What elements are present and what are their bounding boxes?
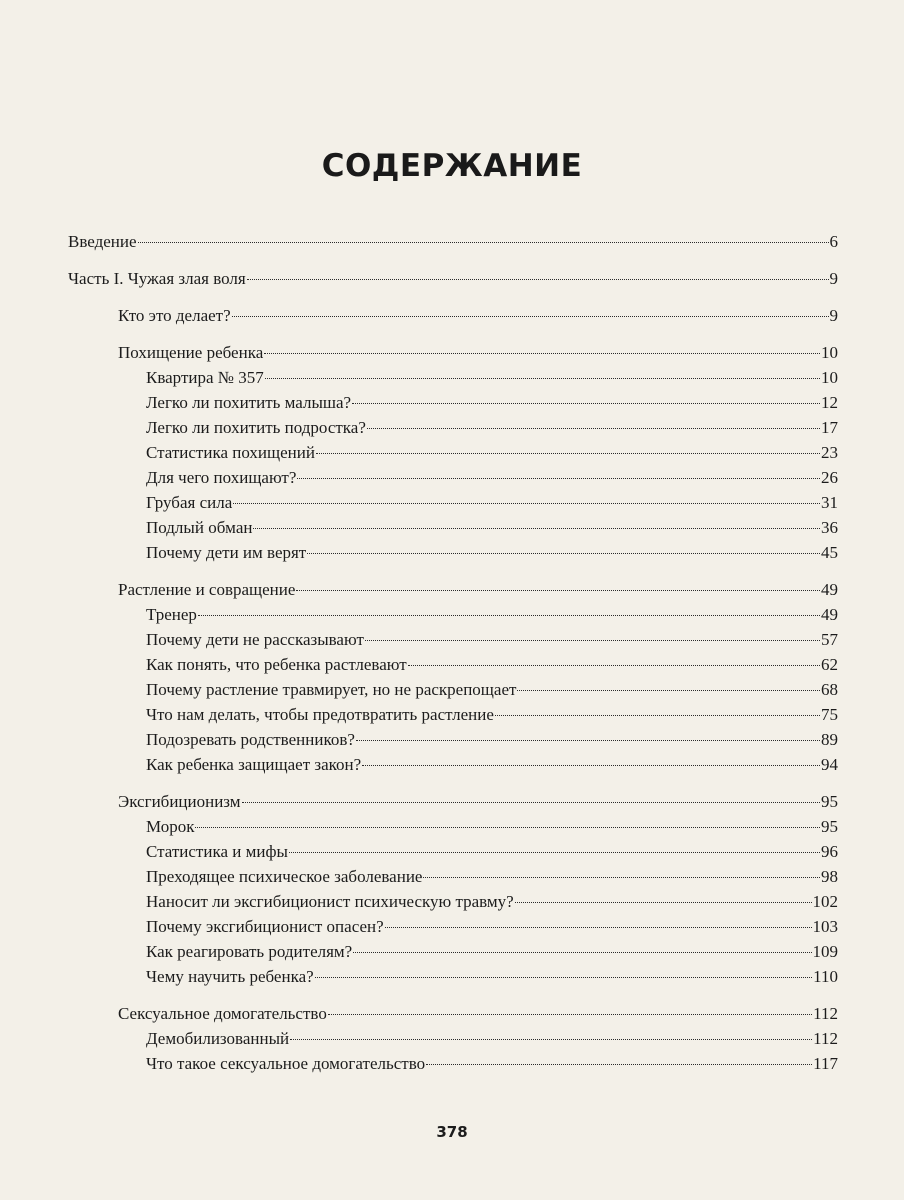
toc-entry-title: Что такое сексуальное домогательство <box>146 1054 426 1073</box>
toc-entry-page: 17 <box>821 418 838 437</box>
toc-entry-title: Часть I. Чужая злая воля <box>68 269 246 288</box>
toc-entry <box>68 515 838 540</box>
dot-leader <box>242 802 820 803</box>
toc-entry-page: 110 <box>813 967 838 986</box>
toc-entry-title: Кто это делает? <box>118 306 231 325</box>
toc-entry-title: Эксгибиционизм <box>118 792 241 811</box>
dot-leader <box>315 977 812 978</box>
dot-leader <box>495 715 820 716</box>
toc-entry <box>68 365 838 390</box>
toc-entry-title: Тренер <box>146 605 197 624</box>
dot-leader <box>307 553 820 554</box>
toc-entry-title: Квартира № 357 <box>146 368 264 387</box>
dot-leader <box>423 877 820 878</box>
toc-entry <box>68 652 838 677</box>
toc-entry <box>68 465 838 490</box>
toc-entry-title: Легко ли похитить малыша? <box>146 393 352 412</box>
dot-leader <box>195 827 820 828</box>
toc-entry-title: Что нам делать, чтобы предотвратить растление <box>146 705 494 724</box>
table-of-contents <box>68 229 838 1076</box>
toc-entry-title: Почему растление травмирует, но не раскрепощает <box>146 680 517 699</box>
dot-leader <box>289 852 820 853</box>
toc-entry-page: 112 <box>813 1004 838 1023</box>
toc-entry-page: 94 <box>821 755 838 774</box>
dot-leader <box>138 242 829 243</box>
toc-entry <box>68 702 838 727</box>
dot-leader <box>328 1014 812 1015</box>
dot-leader <box>367 428 820 429</box>
toc-entry <box>68 889 838 914</box>
dot-leader <box>385 927 812 928</box>
dot-leader <box>232 316 829 317</box>
toc-entry-page: 23 <box>821 443 838 462</box>
toc-entry-title: Для чего похищают? <box>146 468 297 487</box>
toc-entry <box>68 839 838 864</box>
toc-entry <box>68 340 838 365</box>
toc-entry-page: 102 <box>812 892 838 911</box>
toc-entry-page: 26 <box>821 468 838 487</box>
toc-entry-page: 95 <box>821 792 838 811</box>
toc-entry <box>68 266 838 291</box>
dot-leader <box>296 590 820 591</box>
toc-entry <box>68 727 838 752</box>
toc-entry-title: Морок <box>146 817 195 836</box>
toc-entry-page: 49 <box>821 605 838 624</box>
toc-entry-title: Похищение ребенка <box>118 343 264 362</box>
toc-entry-page: 75 <box>821 705 838 724</box>
toc-entry-title: Демобилизованный <box>146 1029 290 1048</box>
toc-entry-title: Как реагировать родителям? <box>146 942 353 961</box>
dot-leader <box>253 528 820 529</box>
toc-entry-title: Почему эксгибиционист опасен? <box>146 917 384 936</box>
toc-entry-page: 98 <box>821 867 838 886</box>
toc-entry <box>68 577 838 602</box>
toc-entry-title: Как понять, что ребенка растлевают <box>146 655 407 674</box>
toc-entry-title: Почему дети не рассказывают <box>146 630 364 649</box>
dot-leader <box>426 1064 812 1065</box>
toc-entry-title: Подозревать родственников? <box>146 730 355 749</box>
toc-entry-title: Чему научить ребенка? <box>146 967 314 986</box>
dot-leader <box>352 403 820 404</box>
toc-entry-page: 95 <box>821 817 838 836</box>
toc-entry <box>68 627 838 652</box>
toc-entry-page: 10 <box>821 368 838 387</box>
toc-entry-title: Введение <box>68 232 137 251</box>
dot-leader <box>408 665 820 666</box>
toc-entry <box>68 964 838 989</box>
toc-entry-page: 31 <box>821 493 838 512</box>
dot-leader <box>515 902 812 903</box>
toc-entry-title: Статистика и мифы <box>146 842 288 861</box>
toc-entry <box>68 864 838 889</box>
toc-entry-page: 36 <box>821 518 838 537</box>
toc-entry-page: 6 <box>829 232 838 251</box>
dot-leader <box>290 1039 812 1040</box>
toc-entry <box>68 440 838 465</box>
page-title: СОДЕРЖАНИЕ <box>321 148 583 184</box>
dot-leader <box>297 478 820 479</box>
dot-leader <box>247 279 829 280</box>
toc-entry-page: 68 <box>821 680 838 699</box>
toc-entry <box>68 303 838 328</box>
toc-entry-page: 57 <box>821 630 838 649</box>
toc-entry <box>68 390 838 415</box>
toc-entry <box>68 1001 838 1026</box>
toc-entry-page: 10 <box>821 343 838 362</box>
toc-entry-page: 89 <box>821 730 838 749</box>
page-number: 378 <box>436 1123 468 1141</box>
dot-leader <box>265 378 820 379</box>
toc-entry <box>68 490 838 515</box>
toc-entry-title: Подлый обман <box>146 518 253 537</box>
toc-entry-title: Преходящее психическое заболевание <box>146 867 423 886</box>
toc-entry <box>68 752 838 777</box>
toc-entry-page: 49 <box>821 580 838 599</box>
dot-leader <box>356 740 820 741</box>
toc-entry <box>68 1051 838 1076</box>
toc-entry-page: 109 <box>812 942 838 961</box>
toc-entry-page: 112 <box>813 1029 838 1048</box>
toc-entry-page: 103 <box>812 917 838 936</box>
toc-entry-page: 96 <box>821 842 838 861</box>
toc-entry <box>68 789 838 814</box>
toc-entry <box>68 939 838 964</box>
toc-entry-title: Как ребенка защищает закон? <box>146 755 362 774</box>
toc-entry <box>68 677 838 702</box>
toc-entry <box>68 814 838 839</box>
dot-leader <box>316 453 820 454</box>
toc-entry-title: Сексуальное домогательство <box>118 1004 327 1023</box>
dot-leader <box>233 503 820 504</box>
dot-leader <box>198 615 820 616</box>
toc-entry <box>68 1026 838 1051</box>
toc-entry-title: Легко ли похитить подростка? <box>146 418 366 437</box>
toc-entry-page: 9 <box>829 269 838 288</box>
toc-entry-title: Почему дети им верят <box>146 543 307 562</box>
toc-entry-page: 9 <box>829 306 838 325</box>
toc-entry <box>68 540 838 565</box>
dot-leader <box>264 353 820 354</box>
dot-leader <box>353 952 811 953</box>
toc-entry-title: Растление и совращение <box>118 580 296 599</box>
dot-leader <box>517 690 820 691</box>
toc-entry <box>68 229 838 254</box>
dot-leader <box>365 640 820 641</box>
toc-entry-page: 117 <box>813 1054 838 1073</box>
dot-leader <box>362 765 820 766</box>
toc-entry <box>68 415 838 440</box>
toc-entry-page: 12 <box>821 393 838 412</box>
toc-entry-page: 62 <box>821 655 838 674</box>
toc-entry-title: Грубая сила <box>146 493 233 512</box>
toc-entry <box>68 602 838 627</box>
toc-entry-title: Наносит ли эксгибиционист психическую травму? <box>146 892 514 911</box>
toc-entry-page: 45 <box>821 543 838 562</box>
toc-entry-title: Статистика похищений <box>146 443 315 462</box>
toc-entry <box>68 914 838 939</box>
